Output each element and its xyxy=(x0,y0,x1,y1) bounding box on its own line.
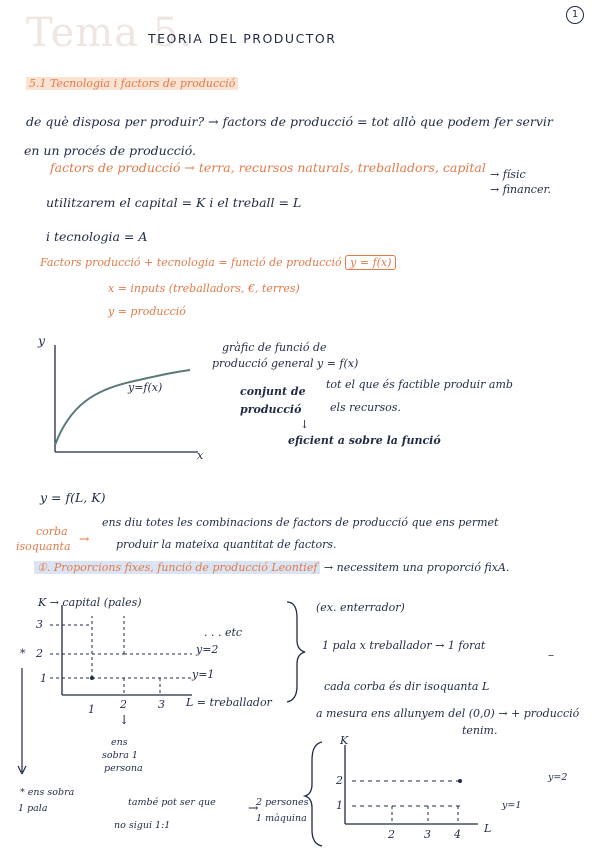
graph3-tick-x-4: 4 xyxy=(454,828,461,841)
section-heading: 5.1 Tecnologia i factors de producció xyxy=(26,77,238,90)
line-disposa: de què disposa per produir? → factors de producció = tot allò que podem fer servir xyxy=(26,114,553,129)
corba-label-2: isoquanta xyxy=(16,540,71,553)
graph3-tick-x-2: 2 xyxy=(388,828,395,841)
example-line-2: cada corba és dir isoquanta L xyxy=(324,680,490,693)
graph3-tick-y-1: 1 xyxy=(336,799,343,812)
tambe-2: no sigui 1:1 xyxy=(114,820,171,831)
graph2-sobra-2: 1 pala xyxy=(18,803,48,814)
persones-1: 2 persones xyxy=(256,797,309,808)
corba-label-1: corba xyxy=(36,525,68,538)
graph1-y-label: y xyxy=(38,333,46,348)
factors-produccio: factors de producció → terra, recursos naturals, treballadors, capital xyxy=(50,160,486,175)
graph2-note-2: sobra 1 xyxy=(102,750,138,761)
graph3-brace xyxy=(305,742,322,846)
conjunt-label-2: producció xyxy=(240,403,302,416)
leontief-heading: ①. Proporcions fixes, funció de producció Leontief → necessitem una proporció fixA. xyxy=(34,561,509,574)
page-title: TEORIA DEL PRODUCTOR xyxy=(148,31,337,46)
graph1-x-label: x xyxy=(197,449,204,462)
graph3-tick-x-3: 3 xyxy=(424,828,431,841)
page-number: 1 xyxy=(566,6,584,24)
graph2-note-1: ens xyxy=(111,737,128,748)
x-definition: x = inputs (treballadors, €, terres) xyxy=(108,282,300,295)
example-heading: (ex. enterrador) xyxy=(316,601,405,614)
isoquanta-def-1: ens diu totes les combinacions de factors de producció que ens permet xyxy=(102,516,499,529)
persones-2: 1 màquina xyxy=(256,813,307,824)
graph2-sobra-1: * ens sobra xyxy=(20,787,75,798)
funcio-equation: Factors producció + tecnologia = funció de producció y = f(x) xyxy=(40,256,396,269)
example-line-3b: tenim. xyxy=(462,724,498,737)
example-line-1: 1 pala x treballador → 1 forat xyxy=(322,639,486,652)
graph3-l-label: L xyxy=(484,822,492,835)
corba-arrow: → xyxy=(79,531,90,546)
graph3-point xyxy=(458,779,462,783)
graph2-note-3: persona xyxy=(104,763,143,774)
capital-financer: → financer. xyxy=(490,183,551,196)
y-fn-LK: y = f(L, K) xyxy=(40,490,106,505)
example-line-3: a mesura ens allunyem del (0,0) → + producció xyxy=(316,707,580,720)
conjunt-label-1: conjunt de xyxy=(240,385,306,398)
example-dash: – xyxy=(548,648,554,662)
graph3-k-label: K xyxy=(340,734,349,747)
graph2-y1-label: y=1 xyxy=(192,668,215,681)
conjunt-desc-1: tot el que és factible produir amb xyxy=(326,378,513,391)
graph2-tick-y-1: 1 xyxy=(40,672,47,685)
utilitzarem-line: utilitzarem el capital = K i el treball = L xyxy=(46,195,302,210)
graph1-caption-2: producció general y = f(x) xyxy=(212,357,359,370)
graph2-tick-y-3: 3 xyxy=(36,618,43,631)
eficient-note: eficient a sobre la funció xyxy=(288,434,441,447)
y-definition: y = producció xyxy=(108,305,186,318)
conjunt-desc-2: els recursos. xyxy=(330,401,401,414)
curve-label: y=f(x) xyxy=(128,381,163,394)
graph2-tick-x-1: 1 xyxy=(88,703,95,716)
graph3-y1-label: y=1 xyxy=(502,800,522,811)
graph1-caption-1: gràfic de funció de xyxy=(222,341,327,354)
graph2-y2-label: y=2 xyxy=(196,643,219,656)
funcio-box: y = f(x) xyxy=(345,255,396,270)
graph2-tick-y-2: 2 xyxy=(36,647,43,660)
graph3-tick-y-2: 2 xyxy=(336,774,343,787)
capital-fisic: → físic xyxy=(490,168,526,181)
down-arrow-1: ↓ xyxy=(300,418,310,431)
graph2-l-label: L = treballador xyxy=(186,696,272,709)
title-ghost: Tema 5. xyxy=(26,10,193,56)
tambe-arrow: → xyxy=(248,800,259,815)
graph2-star: * xyxy=(20,647,26,660)
isoquanta-def-2: produir la mateixa quantitat de factors. xyxy=(116,538,337,551)
graph2-down-arrow: ↓ xyxy=(119,712,130,727)
tecnologia-line: i tecnologia = A xyxy=(46,229,148,244)
graph2-etc: . . . etc xyxy=(204,626,243,639)
tambe-1: també pot ser que xyxy=(128,797,216,808)
graph2-k-label: K → capital (pales) xyxy=(38,596,142,609)
graph2-tick-x-3: 3 xyxy=(158,698,165,711)
graph3-y2-label: y=2 xyxy=(548,772,568,783)
graph2-tick-x-2: 2 xyxy=(120,698,127,711)
line-proces: en un procés de producció. xyxy=(24,143,196,158)
